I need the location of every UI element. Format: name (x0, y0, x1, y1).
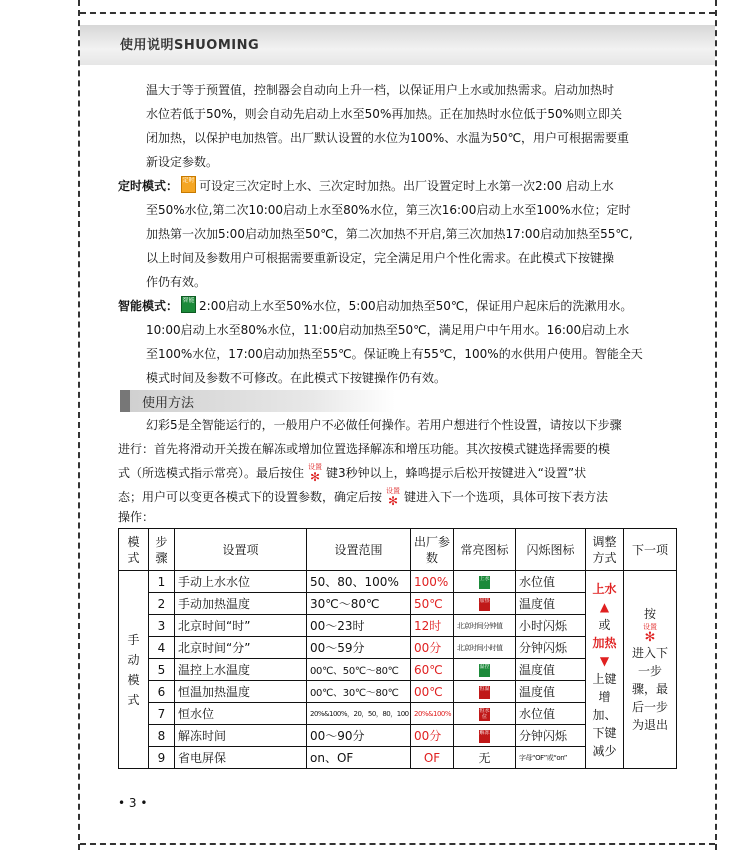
up-arrow-icon: ▲ (599, 599, 610, 614)
smart-mode-line-3: 至100%水位，17:00启动加热至55℃。保证晚上有55℃，100%的水供用户使用。智能全天 (146, 347, 643, 361)
range-cell: on、OF (307, 747, 411, 769)
timer-mode-line-1 (118, 174, 614, 198)
header-item: 设置项 (175, 529, 307, 571)
smart-mode-line-1 (118, 294, 632, 318)
timer-icon-text: 定时 (182, 177, 195, 184)
table-row (119, 571, 677, 593)
step-cell: 6 (149, 681, 175, 703)
constant-level-icon-text: 恒水位 (479, 707, 490, 720)
header-flash-icon: 闪烁图标 (516, 529, 586, 571)
smart-mode-line-2: 10:00启动上水至80%水位，11:00启动加热至50℃，满足用户中午用水。16:00启动上水 (146, 323, 630, 337)
range-cell: 00～23时 (307, 615, 411, 637)
page-title: 使用说明SHUOMING (120, 38, 260, 53)
usage-line-4a: 态；用户可以变更各模式下的设置参数，确定后按 (118, 490, 383, 504)
flash-cell: 温度值 (516, 593, 586, 615)
timer-mode-text: 可设定三次定时上水、三次定时加热。出厂设置定时上水第一次2:00 启动上水 (199, 179, 614, 193)
intro-line-3: 闭加热，以保护电加热管。出厂默认设置的水位为100%、水温为50℃，用户可根据需要重 (146, 131, 630, 145)
steady-icon-cell (454, 681, 516, 703)
usage-line-4 (118, 485, 608, 509)
timer-mode-line-4: 以上时间及参数用户可根据需要重新设定，完全满足用户个性化需求。在此模式下按键操 (146, 251, 615, 265)
steady-text-cell: 北京时间小时值 (454, 637, 516, 659)
default-cell: 12时 (411, 615, 454, 637)
header-mode: 模式 (119, 529, 149, 571)
item-cell: 解冻时间 (175, 725, 307, 747)
constant-temp-icon-text: 恒温 (479, 685, 490, 692)
step-cell: 5 (149, 659, 175, 681)
usage-line-4b: 键进入下一个选项，具体可按下表方法 (404, 490, 609, 504)
range-cell: 00～59分 (307, 637, 411, 659)
header-range: 设置范围 (307, 529, 411, 571)
default-cell: OF (411, 747, 454, 769)
timer-mode-line-2: 至50%水位,第二次10:00启动上水至80%水位，第三次16:00启动上水至100%水位；定时 (146, 203, 631, 217)
heat-icon-text: 加热 (479, 597, 490, 604)
adjust-or: 或 (598, 617, 611, 632)
default-cell: 00分 (411, 637, 454, 659)
usage-line-1: 幻彩5是全智能运行的，一般用户不必做任何操作。若用户想进行个性设置，请按以下步骤 (146, 418, 622, 432)
flash-cell: 温度值 (516, 659, 586, 681)
set-key-label-2: 设置 (386, 487, 401, 495)
smart-mode-icon (181, 296, 196, 313)
down-arrow-icon: ▼ (599, 653, 610, 668)
constant-level-icon (479, 708, 490, 721)
usage-line-3 (118, 461, 586, 485)
timer-mode-icon (181, 176, 196, 193)
default-cell: 100% (411, 571, 454, 593)
set-key-label: 设置 (308, 463, 323, 471)
smart-mode-text: 2:00启动上水至50%水位，5:00启动加热至50℃，保证用户起床后的洗漱用水。 (199, 299, 633, 313)
table-header-row (119, 529, 677, 571)
next-desc: 进入下一步骤，最后一步为退出 (631, 646, 668, 732)
header-steady-icon: 常亮图标 (454, 529, 516, 571)
water-icon (479, 576, 490, 589)
default-cell: 00℃ (411, 681, 454, 703)
next-cell (624, 571, 677, 769)
header-adjust: 调整方式 (586, 529, 624, 571)
timer-mode-line-5: 作仍有效。 (146, 275, 207, 289)
flash-cell: 温度值 (516, 681, 586, 703)
range-cell: 00℃、50℃～80℃ (307, 659, 411, 681)
section-marker (120, 390, 130, 412)
range-cell: 20%&100%，20，50，80，100 (307, 703, 411, 725)
range-cell: 00℃、30℃～80℃ (307, 681, 411, 703)
steady-icon-cell (454, 725, 516, 747)
adjust-up-label: 上水 (592, 581, 617, 596)
steady-icon-cell (454, 593, 516, 615)
item-cell: 温控上水温度 (175, 659, 307, 681)
next-press: 按 (643, 607, 656, 621)
steady-text-cell: 北京时间分钟值 (454, 615, 516, 637)
step-cell: 1 (149, 571, 175, 593)
header-default: 出厂参数 (411, 529, 454, 571)
item-cell: 恒温加热温度 (175, 681, 307, 703)
flash-cell: 水位值 (516, 571, 586, 593)
usage-section-title: 使用方法 (142, 396, 195, 411)
thaw-icon (479, 730, 490, 743)
usage-line-3b: 键3秒钟以上，蜂鸣提示后松开按键进入“设置”状 (326, 466, 587, 480)
bottom-dashed-border (80, 843, 715, 845)
flash-cell: 小时闪烁 (516, 615, 586, 637)
snowflake-icon: ✻ (644, 630, 656, 645)
page-number: • 3 • (118, 796, 148, 810)
usage-section-header (120, 390, 395, 412)
steady-icon-cell (454, 659, 516, 681)
step-cell: 2 (149, 593, 175, 615)
adjust-cell (586, 571, 624, 769)
item-cell: 恒水位 (175, 703, 307, 725)
default-cell: 60℃ (411, 659, 454, 681)
default-cell: 00分 (411, 725, 454, 747)
flash-cell: 分钟闪烁 (516, 637, 586, 659)
step-cell: 4 (149, 637, 175, 659)
water-icon-text: 上水 (479, 575, 490, 582)
temp-control-icon-text: 温控 (479, 663, 490, 670)
range-cell: 50、80、100% (307, 571, 411, 593)
adjust-heat-label: 加热 (592, 635, 617, 650)
item-cell: 北京时间“时” (175, 615, 307, 637)
temp-control-icon (479, 664, 490, 677)
smart-mode-line-4: 模式时间及参数不可修改。在此模式下按键操作仍有效。 (146, 371, 447, 385)
mode-cell: 手动模式 (119, 571, 149, 769)
next-set-key-label: 设置 (643, 623, 657, 631)
step-cell: 7 (149, 703, 175, 725)
step-cell: 3 (149, 615, 175, 637)
steady-text-cell: 无 (454, 747, 516, 769)
item-cell: 手动加热温度 (175, 593, 307, 615)
item-cell: 手动上水水位 (175, 571, 307, 593)
flash-cell: 分钟闪烁 (516, 725, 586, 747)
smart-icon-text: 智能 (182, 297, 195, 304)
adjust-desc: 上键增加、下键减少 (592, 671, 617, 758)
steady-icon-cell (454, 571, 516, 593)
item-cell: 省电屏保 (175, 747, 307, 769)
usage-line-5: 操作： (118, 510, 155, 524)
intro-line-2: 水位若低于50%，则会自动先启动上水至50%再加热。正在加热时水位低于50%则立即关 (146, 107, 623, 121)
timer-mode-line-3: 加热第一次加5:00启动加热至50℃，第二次加热不开启,第三次加热17:00启动加热至55℃, (146, 227, 633, 241)
intro-line-1: 温大于等于预置值，控制器会自动向上升一档，以保证用户上水或加热需求。启动加热时 (146, 83, 615, 97)
left-dashed-border (78, 0, 80, 850)
default-cell: 20%&100% (411, 703, 454, 725)
steady-icon-cell (454, 703, 516, 725)
header-step: 步骤 (149, 529, 175, 571)
top-dashed-border (80, 12, 715, 14)
timer-mode-label: 定时模式： (118, 179, 179, 193)
range-cell: 00～90分 (307, 725, 411, 747)
usage-line-3a: 式（所选模式指示常亮）。最后按住 (118, 466, 305, 480)
usage-line-2: 进行：首先将滑动开关拨在解冻或增加位置选择解冻和增压功能。其次按模式键选择需要的模 (118, 442, 611, 456)
set-key-icon-2: 设置 ✻ (386, 487, 401, 508)
set-key-icon: 设置 ✻ (308, 463, 323, 484)
range-cell: 30℃～80℃ (307, 593, 411, 615)
constant-temp-icon (479, 686, 490, 699)
right-dashed-border (715, 0, 717, 850)
item-cell: 北京时间“分” (175, 637, 307, 659)
header-next: 下一项 (624, 529, 677, 571)
settings-table (118, 528, 677, 769)
default-cell: 50℃ (411, 593, 454, 615)
flash-cell: 水位值 (516, 703, 586, 725)
smart-mode-label: 智能模式： (118, 299, 179, 313)
flash-cell: 字母“OF”或“on” (516, 747, 586, 769)
intro-line-4: 新设定参数。 (146, 155, 219, 169)
thaw-icon-text: 解冻 (479, 729, 490, 736)
step-cell: 9 (149, 747, 175, 769)
heat-icon (479, 598, 490, 611)
step-cell: 8 (149, 725, 175, 747)
